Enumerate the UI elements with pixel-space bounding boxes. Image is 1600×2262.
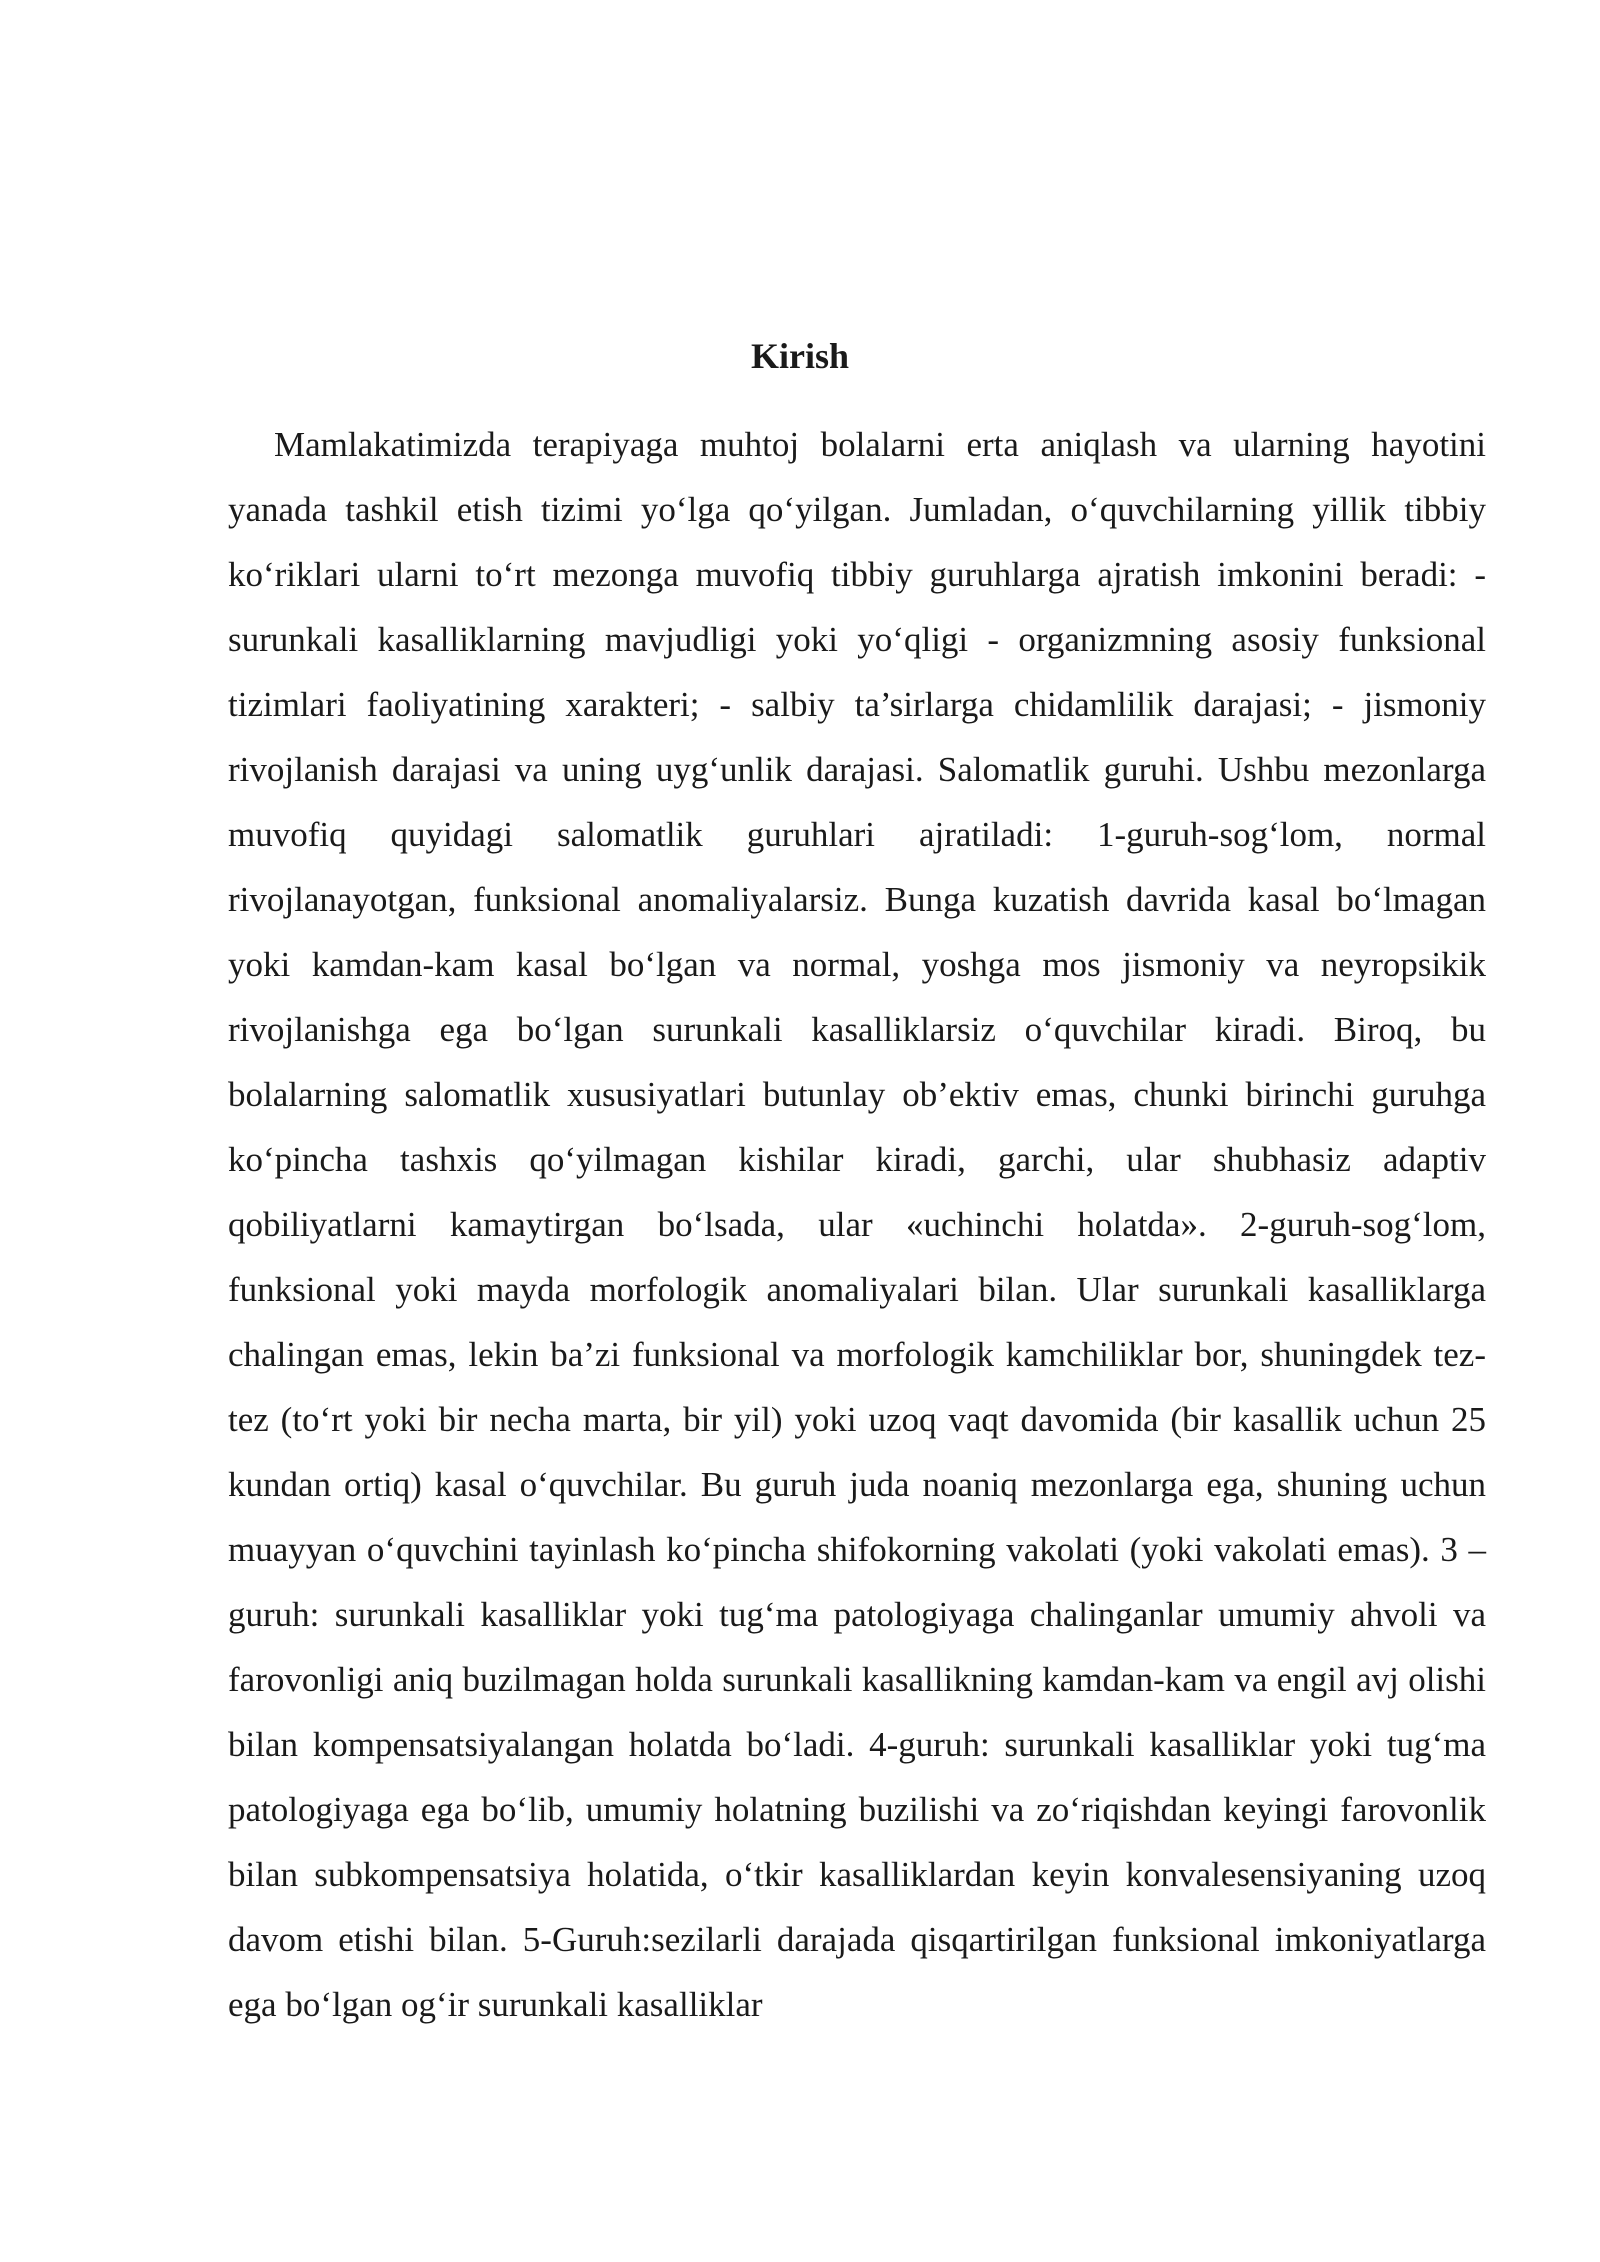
page-title: Kirish (750, 336, 849, 376)
body-paragraph: Mamlakatimizda terapiyaga muhtoj bolalarni erta aniqlash va ularning hayotini yanada tashkil etish tizimi yo‘lga qo‘yilgan. Jumladan, o‘quvchilarning yillik tibbiy ko‘riklari ularni to‘rt mezonga muvofiq tibbiy guruhlarga ajratish imkonini beradi: - surunkali kasalliklarning mavjudligi yoki yo‘qligi - organizmning asosiy funksional tizimlari faoliyatining xarakteri; - salbiy ta’sirlarga chidamlilik darajasi; - jismoniy rivojlanish darajasi va uning uyg‘unlik darajasi. Salomatlik guruhi. Ushbu mezonlarga muvofiq quyidagi salomatlik guruhlari ajratiladi: 1-guruh-sog‘lom, normal rivojlanayotgan, funksional anomaliyalarsiz. Bunga kuzatish davrida kasal bo‘lmagan yoki kamdan-kam kasal bo‘lgan va normal, yoshga mos jismoniy va neyropsikik rivojlanishga ega bo‘lgan surunkali kasalliklarsiz o‘quvchilar kiradi. Biroq, bu bolalarning salomatlik xususiyatlari butunlay ob’ektiv emas, chunki birinchi guruhga ko‘pincha tashxis qo‘yilmagan kishilar kiradi, garchi, ular shubhasiz adaptiv qobiliyatlarni kamaytirgan bo‘lsada, ular «uchinchi holatda». 2-guruh-sog‘lom, funksional yoki mayda morfologik anomaliyalari bilan. Ular surunkali kasalliklarga chalingan emas, lekin ba’zi funksional va morfologik kamchiliklar bor, shuningdek tez-tez (to‘rt yoki bir necha marta, bir yil) yoki uzoq vaqt davomida (bir kasallik uchun 25 kundan ortiq) kasal o‘quvchilar. Bu guruh juda noaniq mezonlarga ega, shuning uchun muayyan o‘quvchini tayinlash ko‘pincha shifokorning vakolati (yoki vakolati emas). 3 – guruh: surunkali kasalliklar yoki tug‘ma patologiyaga chalinganlar umumiy ahvoli va farovonligi aniq buzilmagan holda surunkali kasallikning kamdan-kam va engil avj olishi bilan kompensatsiyalangan holatda bo‘ladi. 4-guruh: surunkali kasalliklar yoki tug‘ma patologiyaga ega bo‘lib, umumiy holatning buzilishi va zo‘riqishdan keyingi farovonlik bilan subkompensatsiya holatida, o‘tkir kasalliklardan keyin konvalesensiyaning uzoq davom etishi bilan. 5-Guruh:sezilarli darajada qisqartirilgan funksional imkoniyatlarga ega bo‘lgan og‘ir surunkali kasalliklar (228, 425, 1486, 2024)
